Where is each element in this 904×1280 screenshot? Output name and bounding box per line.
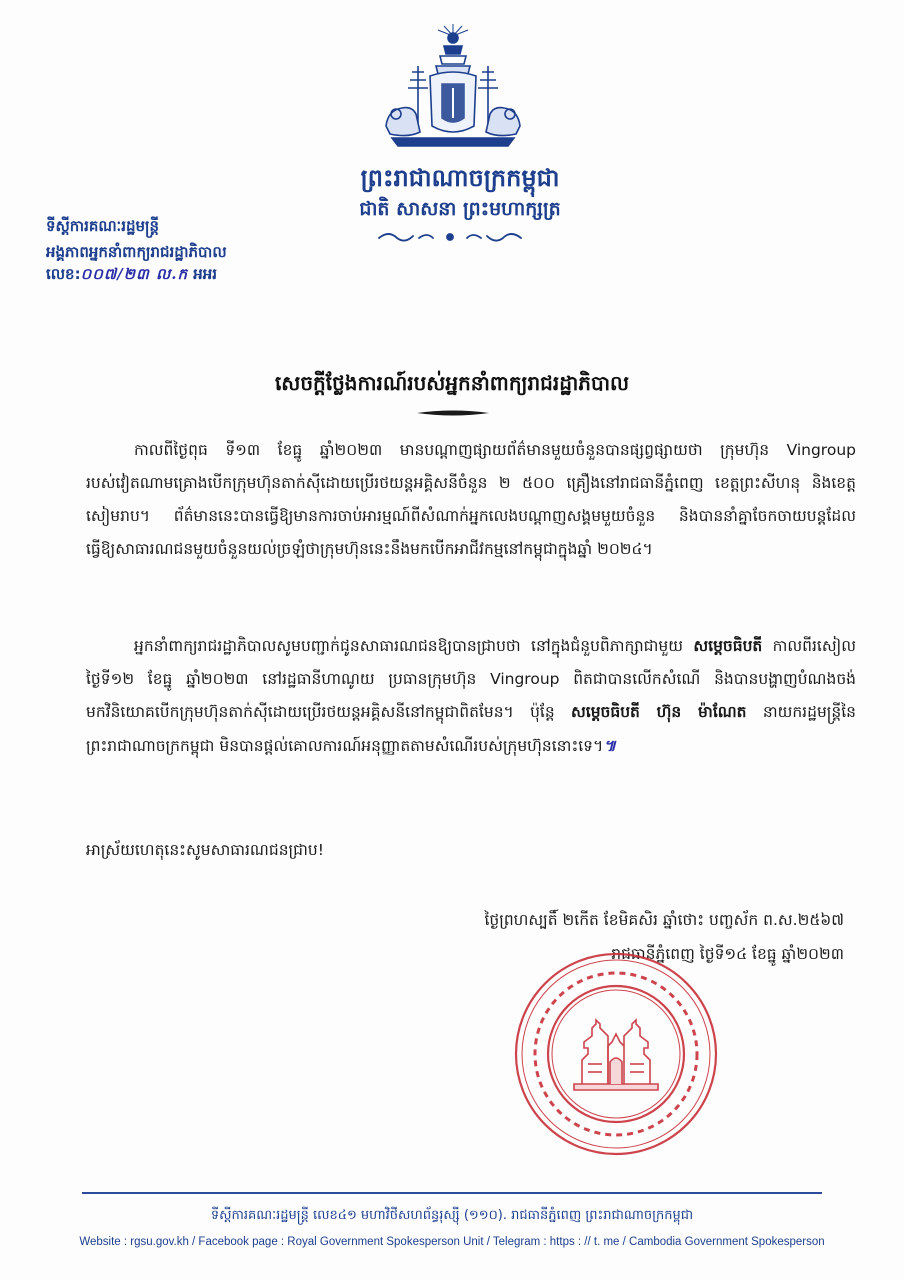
footer-divider	[82, 1192, 822, 1194]
initial-mark: ៕	[603, 736, 617, 755]
ornament-divider	[375, 226, 525, 246]
reference-label: លេខ:	[46, 265, 81, 283]
paragraph-2-text-c: នាយករដ្ឋមន្ត្រីនៃព្រះរាជាណាចក្រកម្ពុជា មិនបានផ្តល់គោលការណ៍អនុញ្ញាតតាមសំណើរបស់ក្រុមហ៊ុននោះទេ។	[86, 703, 856, 755]
official-red-seal	[512, 950, 720, 1158]
office-line-2: អង្គភាពអ្នកនាំពាក្យរាជរដ្ឋាភិបាល	[46, 243, 227, 261]
footer-address: ទីស្តីការគណៈរដ្ឋមន្ត្រី លេខ៤១ មហាវិថីសហព័ន្ធរុស្ស៊ី (១១០). រាជធានីភ្នំពេញ ព្រះរាជាណាចក្រកម្ពុជា	[210, 1208, 694, 1223]
honorific-bold-2: សម្តេចធិបតី ហ៊ុន ម៉ាណែត	[571, 703, 747, 721]
paragraph-2-text-a: អ្នកនាំពាក្យរាជរដ្ឋាភិបាលសូមបញ្ជាក់ជូនសាធារណជនឱ្យបានជ្រាបថា នៅក្នុងជំនួបពិភាក្សាជាមួយ	[134, 637, 684, 655]
reference-number: ០០៧/២៣ ល.ក	[80, 265, 189, 283]
reference-number-line	[46, 265, 217, 287]
issuing-office	[46, 213, 227, 265]
title-underline-ornament	[415, 407, 491, 419]
reference-suffix: អអរ	[193, 265, 218, 283]
office-line-1: ទីស្តីការគណៈរដ្ឋមន្ត្រី	[46, 217, 160, 235]
paragraph-2	[86, 630, 856, 763]
kingdom-heading: ព្រះរាជាណាចក្រកម្ពុជា	[360, 163, 560, 192]
closing-line: អាស្រ័យហេតុនេះសូមសាធារណជនជ្រាប!	[86, 841, 324, 859]
royal-coat-of-arms-emblem	[378, 22, 528, 152]
footer-contacts: Website : rgsu.gov.kh / Facebook page : Royal Government Spokesperson Unit / Telegram : https : // t. me / Cambodia Government Spokesperson	[79, 1236, 825, 1248]
solar-date: រាជធានីភ្នំពេញ ថ្ងៃទី១៤ ខែធ្នូ ឆ្នាំ២០២៣	[611, 945, 844, 963]
lunar-date: ថ្ងៃព្រហស្បតិ៍ ២កើត ខែមិគសិរ ឆ្នាំថោះ បញ្ចស័ក ព.ស.២៥៦៧	[484, 911, 844, 929]
document-title: សេចក្តីថ្លែងការណ៍របស់អ្នកនាំពាក្យរាជរដ្ឋាភិបាល	[274, 371, 630, 395]
paragraph-1-text: កាលពីថ្ងៃពុធ ទី១៣ ខែធ្នូ ឆ្នាំ២០២៣ មានបណ្តាញផ្សាយព័ត៌មានមួយចំនួនបានផ្សព្វផ្សាយថា ក្រុមហ៊ុន Vingroup របស់វៀតណាមគ្រោងបើកក្រុមហ៊ុនតាក់ស៊ីដោយប្រើរថយន្តអគ្គិសនីចំនួន ២ ៥០០ គ្រឿងនៅរាជធានីភ្នំពេញ ខេត្តព្រះសីហនុ និងខេត្តសៀមរាប។ ព័ត៌មាននេះបានធ្វើឱ្យមានការចាប់អារម្មណ៍ពីសំណាក់អ្នកលេងបណ្តាញសង្គមមួយចំនួន និងបាននាំគ្នាចែកចាយបន្តដែលធ្វើឱ្យសាធារណជនមួយចំនួនយល់ច្រឡំថាក្រុមហ៊ុននេះនឹងមកបើកអាជីវកម្មនៅកម្ពុជាក្នុងឆ្នាំ ២០២៤។	[86, 441, 856, 558]
paragraph-2-text-b: កាលពីរសៀលថ្ងៃទី១២ ខែធ្នូ ឆ្នាំ២០២៣ នៅរដ្ឋធានីហាណូយ ប្រធានក្រុមហ៊ុន Vingroup ពិតជាបានលើកសំណើ និងបានបង្ហាញបំណងចង់មកវិនិយោគបើកក្រុមហ៊ុនតាក់ស៊ីដោយប្រើរថយន្តអគ្គិសនីនៅកម្ពុជាពិតមែន។ ប៉ុន្តែ	[86, 637, 856, 721]
honorific-bold-1: សម្តេចធិបតី	[693, 637, 763, 655]
national-motto: ជាតិ សាសនា ព្រះមហាក្សត្រ	[359, 198, 561, 220]
paragraph-1	[86, 434, 856, 566]
